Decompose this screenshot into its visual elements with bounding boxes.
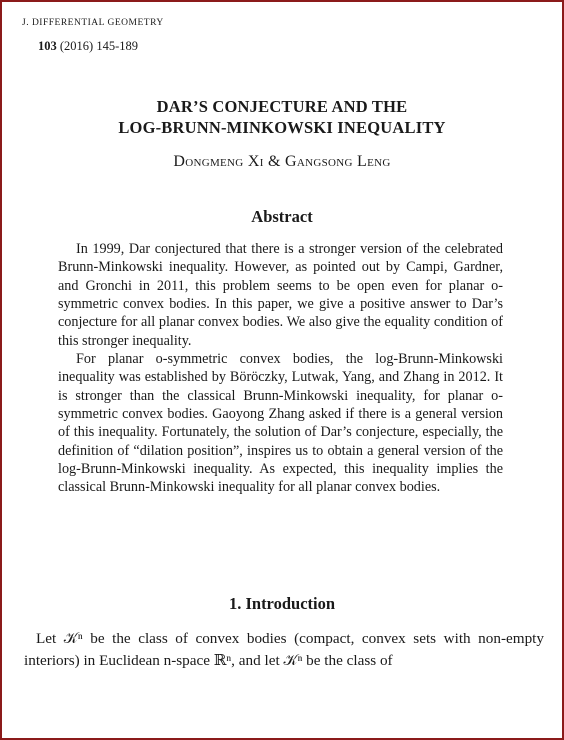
volume-info — [38, 39, 138, 54]
journal-name: J. DIFFERENTIAL GEOMETRY — [22, 18, 164, 28]
authors: Dongmeng Xi & Gangsong Leng — [173, 153, 391, 170]
abstract-body — [58, 240, 503, 497]
introduction-paragraph: Let 𝒦ⁿ be the class of convex bodies (compact, convex sets with non-empty interiors) in Euclidean n-space ℝⁿ, and let 𝒦ⁿ be the class of — [24, 630, 544, 669]
abstract-paragraph-2: For planar o-symmetric convex bodies, the log-Brunn-Minkowski inequality was established by Böröczky, Lutwak, Yang, and Zhang in 2012. It is stronger than the classical Brunn-Minkowski inequality, for planar o-symmetric convex bodies. Gaoyong Zhang asked if there is a general version of this inequality. Fortunately, the solution of Dar’s conjecture, especially, the definition of “dilation position”, inspires us to obtain a general version of the log-Brunn-Minkowski inequality. As expected, this inequality implies the classical Brunn-Minkowski inequality for all planar convex bodies. — [58, 351, 503, 496]
abstract-heading: Abstract — [251, 207, 313, 226]
paper-title-line-1: DAR’S CONJECTURE AND THE — [156, 97, 408, 116]
introduction-body — [24, 628, 544, 672]
paper-title-line-2: LOG-BRUNN-MINKOWSKI INEQUALITY — [118, 118, 446, 137]
section-heading-introduction: 1. Introduction — [228, 594, 336, 613]
year-pages: (2016) 145-189 — [56, 39, 138, 53]
abstract-paragraph-1: In 1999, Dar conjectured that there is a stronger version of the celebrated Brunn-Minkowski inequality. However, as pointed out by Campi, Gardner, and Gronchi in 2011, this problem seems to be open even for planar o-symmetric convex bodies. In this paper, we give a positive answer to Dar’s conjecture for all planar convex bodies. We also give the equality condition of this stronger inequality. — [58, 241, 503, 349]
volume-number: 103 — [38, 39, 57, 53]
